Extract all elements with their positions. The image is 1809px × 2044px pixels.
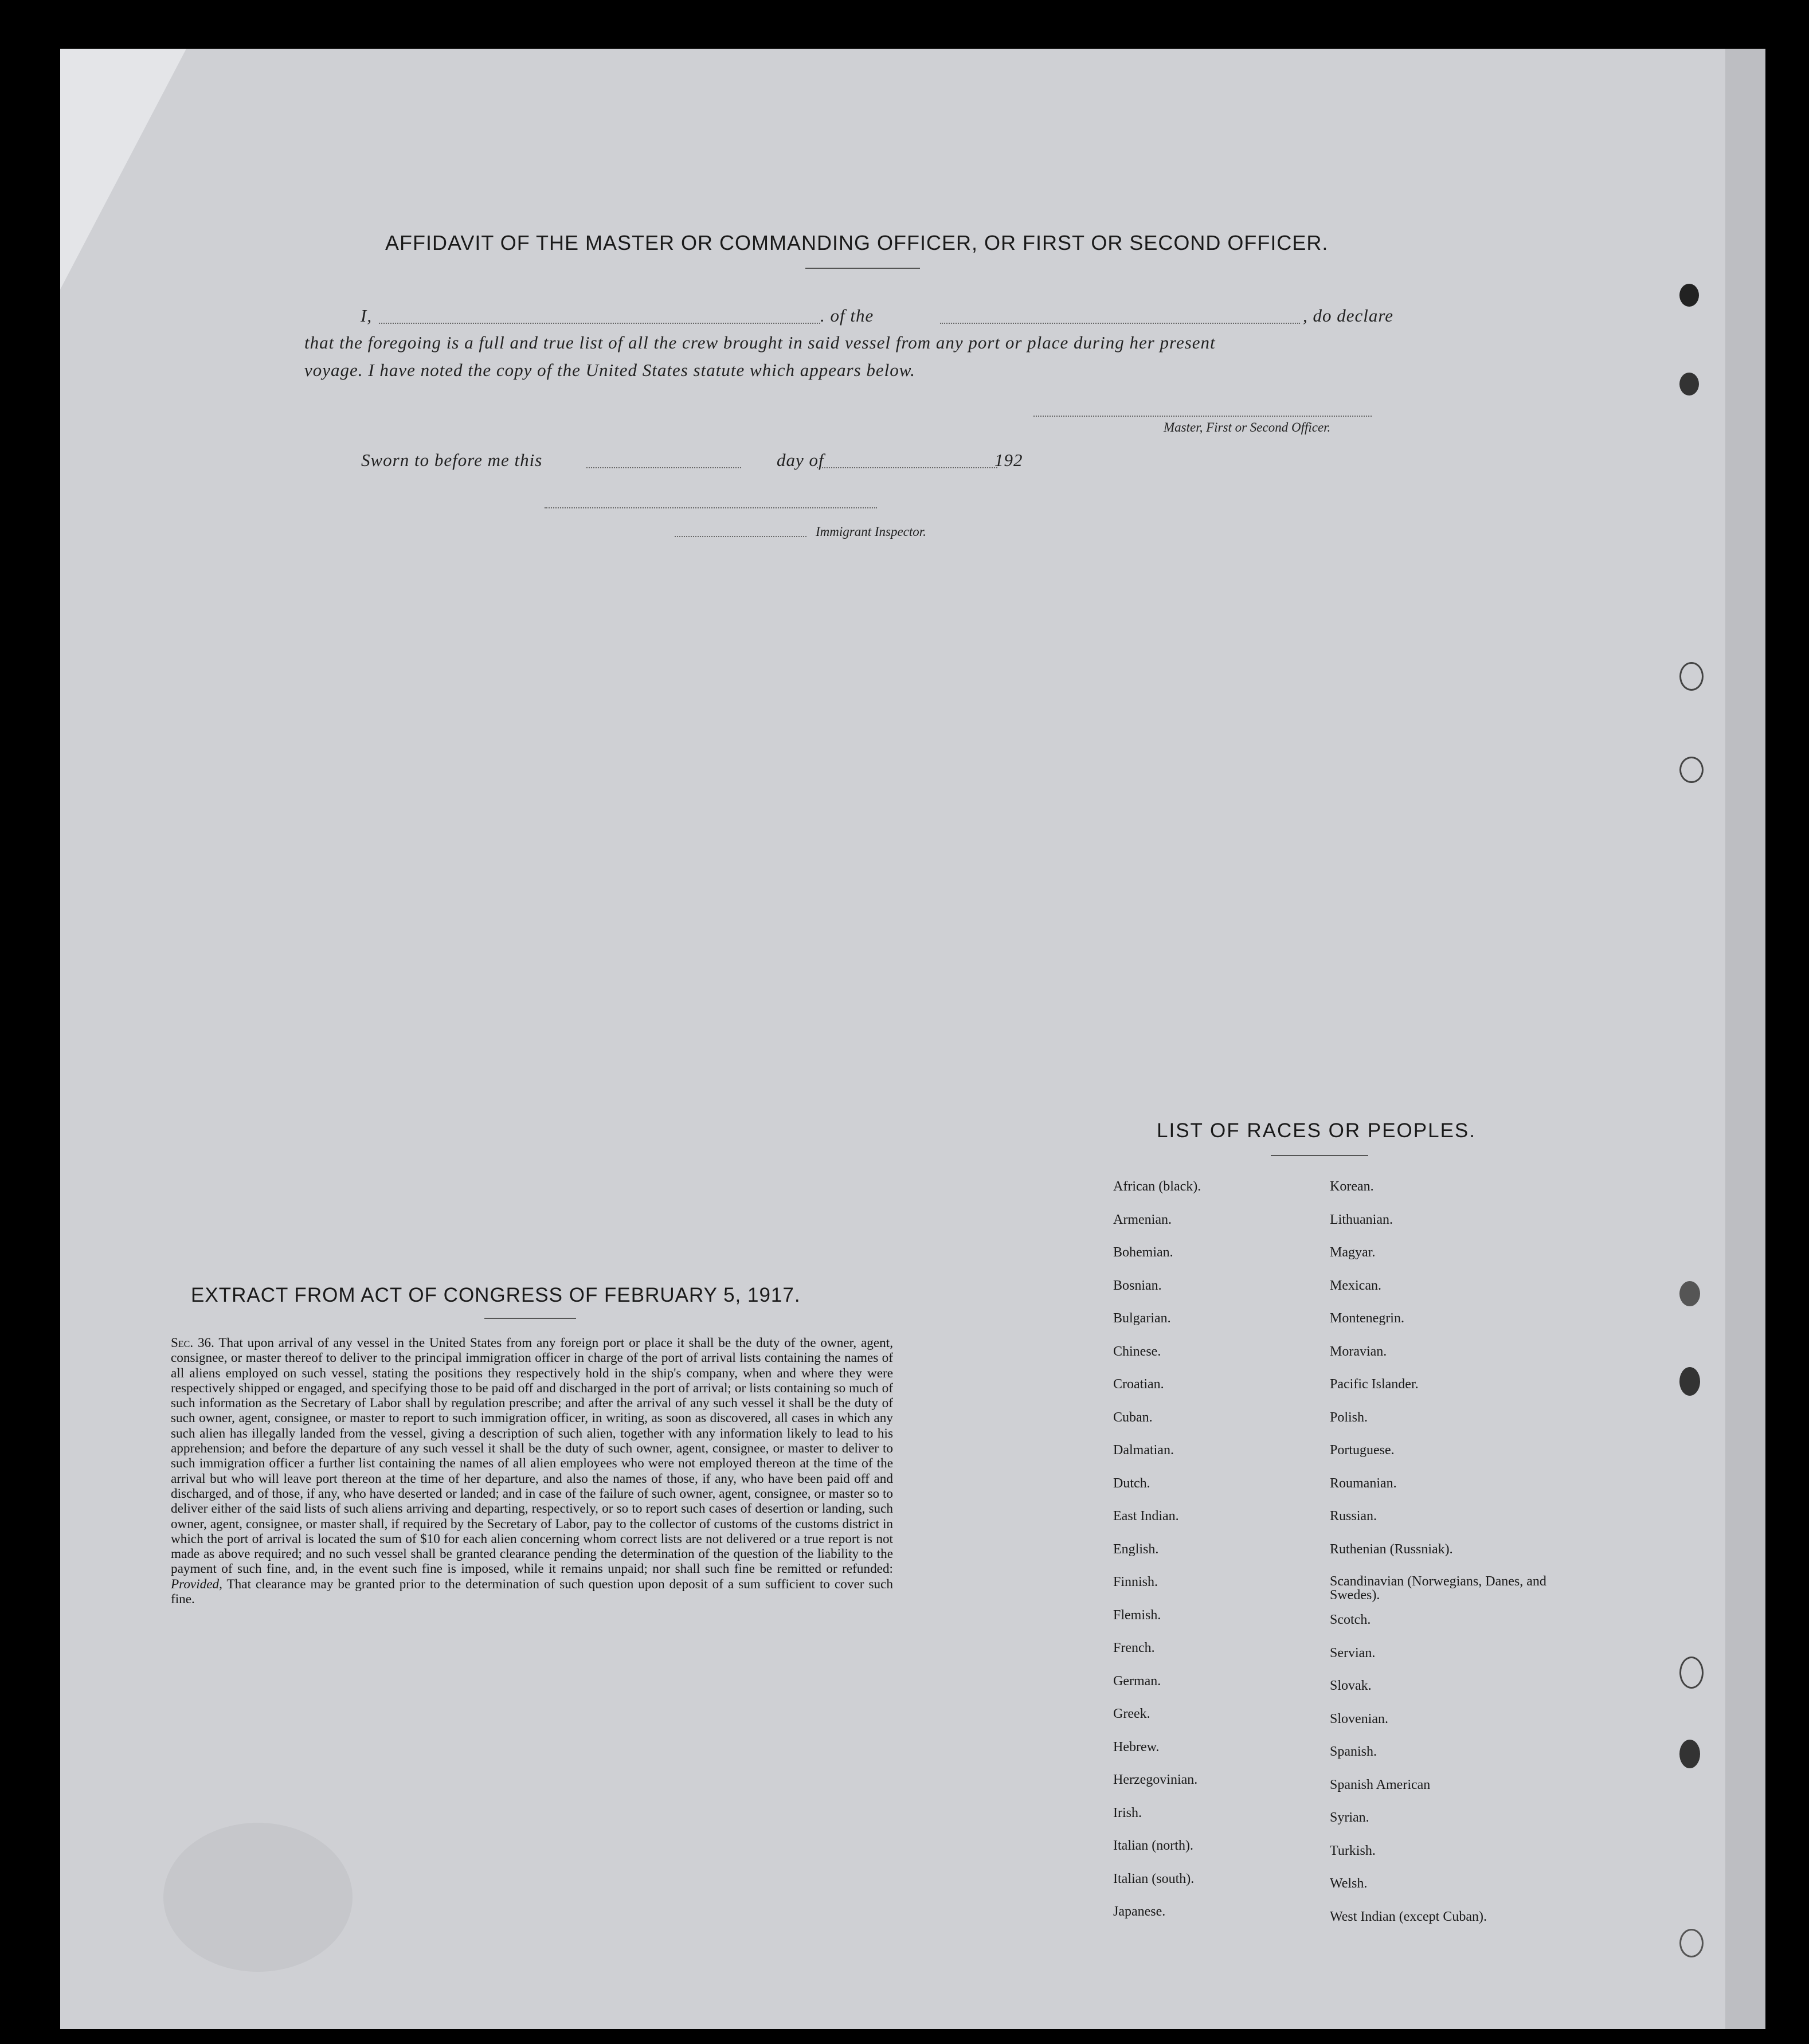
race-item: Roumanian.: [1330, 1475, 1397, 1491]
extract-rule: [484, 1318, 576, 1319]
race-item: Italian (north).: [1113, 1838, 1193, 1853]
section-text-2: That clearance may be granted prior to the determination of such question upon deposit of a sum sufficient to cover such fine.: [171, 1576, 893, 1607]
affidavit-of-the: . of the: [820, 306, 874, 326]
day-blank[interactable]: [586, 467, 741, 468]
race-item: Flemish.: [1113, 1607, 1161, 1623]
race-item: German.: [1113, 1673, 1161, 1689]
race-item: Portuguese.: [1330, 1443, 1395, 1458]
sworn-text: Sworn to before me this: [361, 450, 543, 470]
binder-hole-icon: [1679, 1657, 1704, 1689]
day-of-text: day of: [777, 450, 824, 470]
races-rule: [1271, 1155, 1368, 1156]
race-item: Bosnian.: [1113, 1278, 1162, 1293]
race-item: French.: [1113, 1640, 1155, 1655]
race-item: Dutch.: [1113, 1475, 1150, 1491]
vessel-blank[interactable]: [940, 323, 1300, 324]
affidavit-i: I,: [361, 306, 373, 326]
name-blank[interactable]: [379, 323, 820, 324]
race-item: Magyar.: [1330, 1245, 1376, 1260]
race-item: Italian (south).: [1113, 1871, 1195, 1886]
race-item: Korean.: [1330, 1179, 1374, 1194]
race-item: Bohemian.: [1113, 1245, 1173, 1260]
faded-stamp: [163, 1823, 353, 1972]
race-item: Cuban.: [1113, 1409, 1153, 1425]
race-item: African (black).: [1113, 1179, 1201, 1194]
page-edge-strip: [1725, 49, 1765, 2029]
race-item: Ruthenian (Russniak).: [1330, 1541, 1453, 1557]
race-item: Mexican.: [1330, 1278, 1381, 1293]
master-signature-label: Master, First or Second Officer.: [1164, 420, 1331, 434]
binder-hole-icon: [1679, 284, 1699, 307]
binder-hole-icon: [1679, 373, 1699, 396]
month-blank[interactable]: [817, 467, 997, 468]
binder-hole-icon: [1679, 662, 1704, 691]
heading-rule: [805, 268, 920, 269]
races-right-column: [1330, 1179, 1571, 1942]
affidavit-line2: that the foregoing is a full and true list of all the crew brought in said vessel from any port or place during her present: [304, 332, 1216, 353]
race-item: Armenian.: [1113, 1212, 1172, 1227]
section-text-1: That upon arrival of any vessel in the United States from any foreign port or place it shall be the duty of the owner, agent, consignee, or master thereof to deliver to the principal immigration officer in charge of the port of arrival lists containing the names of all aliens employed on such vessel, stating the positions they respectively hold in the ship's company, when and where they were respectively shipped or engaged, and specifying those to be paid off and discharged in the port of arrival; or lists containing so much of such information as the Secretary of Labor shall by regulation prescribe; and after the arrival of any such vessel it shall be the duty of such owner, agent, consignee, or master to report to such immigration officer, in writing, as soon as discovered, all cases in which any such alien has illegally landed from the vessel, giving a description of such alien, together with any information likely to lead to his apprehension; and before the departure of any such vessel it shall be the duty of such owner, agent, consignee, or master to deliver to such immigration officer a further list containing the names of all alien employees who were not employed thereon at the time of the arrival but who will leave port thereon at the time of her departure, and also the names of those, if any, who have been paid off and discharged, and of those, if any, who have deserted or landed; and in case of the failure of such owner, agent, consignee, or master so to deliver either of the said lists of such aliens arriving and departing, respectively, or so to report such cases of desertion or landing, such owner, agent, consignee, or master shall, if required by the Secretary of Labor, pay to the collector of customs of the customs district in which the port of arrival is located the sum of $10 for each alien concerning whom correct lists are not delivered or a true report is not made as above required; and no such vessel shall be granted clearance pending the determination of the question of the liability to the payment of such fine, and, in the event such fine is imposed, while it remains unpaid; nor shall such fine be remitted or refunded:: [171, 1336, 893, 1577]
race-item: West Indian (except Cuban).: [1330, 1909, 1487, 1924]
race-item: Spanish.: [1330, 1744, 1377, 1759]
race-item: Moravian.: [1330, 1344, 1387, 1359]
race-item: East Indian.: [1113, 1509, 1179, 1524]
inspector-signature-blank[interactable]: [545, 507, 877, 508]
race-item: Welsh.: [1330, 1876, 1368, 1891]
affidavit-declare: , do declare: [1303, 306, 1394, 326]
provided-word: Provided,: [171, 1576, 222, 1592]
race-item: Finnish.: [1113, 1575, 1158, 1589]
race-item: Polish.: [1330, 1409, 1368, 1425]
folded-corner: [60, 49, 186, 289]
affidavit-line3: voyage. I have noted the copy of the United States statute which appears below.: [304, 360, 915, 380]
inspector-short-blank: [675, 536, 806, 537]
race-item: English.: [1113, 1541, 1159, 1557]
race-item: Servian.: [1330, 1645, 1376, 1661]
races-heading: LIST OF RACES OR PEOPLES.: [1157, 1119, 1477, 1142]
binder-hole-icon: [1679, 1367, 1700, 1396]
extract-body: [171, 1336, 893, 1607]
master-signature-blank[interactable]: [1033, 416, 1372, 417]
race-item: Spanish American: [1330, 1777, 1431, 1792]
race-item: Syrian.: [1330, 1810, 1369, 1825]
race-item: Japanese.: [1113, 1904, 1166, 1919]
race-item: Greek.: [1113, 1706, 1150, 1721]
race-item: Lithuanian.: [1330, 1212, 1393, 1227]
section-label: Sec. 36.: [171, 1336, 214, 1350]
race-item: Slovenian.: [1330, 1711, 1388, 1726]
race-item: Chinese.: [1113, 1344, 1161, 1359]
race-item: Dalmatian.: [1113, 1443, 1174, 1458]
affidavit-heading: AFFIDAVIT OF THE MASTER OR COMMANDING OFFICER, OR FIRST OR SECOND OFFICER.: [385, 231, 1329, 254]
race-item: Herzegovinian.: [1113, 1772, 1198, 1787]
race-item: Russian.: [1330, 1509, 1377, 1524]
race-item: Slovak.: [1330, 1678, 1372, 1693]
race-item: Bulgarian.: [1113, 1311, 1171, 1326]
race-item: Scandinavian (Norwegians, Danes, and Swedes).: [1330, 1574, 1546, 1603]
binder-hole-icon: [1679, 1740, 1700, 1768]
binder-hole-icon: [1679, 1929, 1704, 1957]
races-left-column: [1113, 1179, 1308, 1937]
year-prefix: 192: [994, 450, 1023, 470]
binder-hole-icon: [1679, 1281, 1700, 1306]
race-item: Pacific Islander.: [1330, 1377, 1419, 1392]
race-item: Turkish.: [1330, 1843, 1376, 1858]
race-item: Croatian.: [1113, 1377, 1164, 1392]
race-item: Irish.: [1113, 1805, 1142, 1820]
inspector-label: Immigrant Inspector.: [816, 524, 926, 539]
race-item: Hebrew.: [1113, 1739, 1160, 1755]
race-item: Montenegrin.: [1330, 1311, 1404, 1326]
race-item: Scotch.: [1330, 1612, 1371, 1627]
document-page: [60, 49, 1765, 2029]
binder-hole-icon: [1679, 757, 1704, 783]
extract-heading: EXTRACT FROM ACT OF CONGRESS OF FEBRUARY 5, 1917.: [191, 1284, 801, 1306]
